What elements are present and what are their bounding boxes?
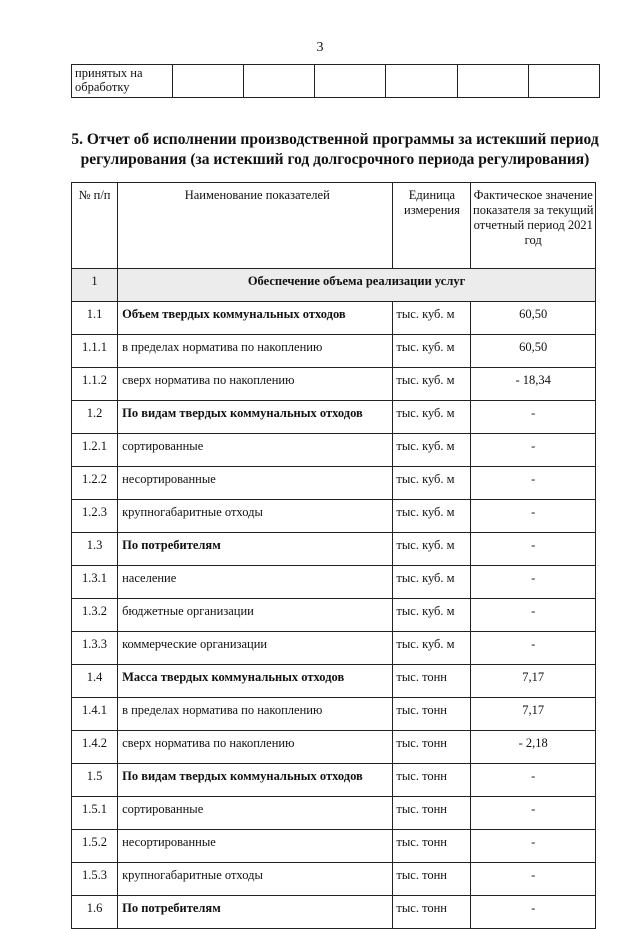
row-number: 1.1 <box>72 302 118 335</box>
row-indicator-name: население <box>118 566 393 599</box>
row-unit: тыс. тонн <box>393 731 471 764</box>
row-number: 1.1.1 <box>72 335 118 368</box>
row-number: 1.5.1 <box>72 797 118 830</box>
row-unit: тыс. тонн <box>393 698 471 731</box>
table-row <box>72 335 596 368</box>
row-unit: тыс. куб. м <box>393 500 471 533</box>
row-indicator-name: коммерческие организации <box>118 632 393 665</box>
table-row <box>72 65 600 98</box>
row-number: 1.1.2 <box>72 368 118 401</box>
row-value: - <box>471 797 596 830</box>
empty-cell <box>528 65 599 98</box>
table-row <box>72 500 596 533</box>
row-value: - <box>471 896 596 929</box>
empty-cell <box>457 65 528 98</box>
row-unit: тыс. куб. м <box>393 434 471 467</box>
row-unit: тыс. куб. м <box>393 566 471 599</box>
row-value: - <box>471 830 596 863</box>
table-row <box>72 467 596 500</box>
header-unit: Единица измерения <box>393 183 471 269</box>
table-row <box>72 830 596 863</box>
row-value: - <box>471 764 596 797</box>
row-value: - <box>471 533 596 566</box>
row-indicator-name: сортированные <box>118 797 393 830</box>
row-indicator-name: несортированные <box>118 830 393 863</box>
section-row <box>72 269 596 302</box>
row-number: 1.2.3 <box>72 500 118 533</box>
row-unit: тыс. тонн <box>393 863 471 896</box>
section-heading: 5. Отчет об исполнении производственной программы за истекший период регулирования (за истекший год долгосрочного периода регулирования) <box>71 131 599 168</box>
row-number: 1.4 <box>72 665 118 698</box>
page-number: 3 <box>316 40 324 55</box>
row-value: - <box>471 500 596 533</box>
row-value: - <box>471 632 596 665</box>
row-unit: тыс. тонн <box>393 830 471 863</box>
row-value: 60,50 <box>471 302 596 335</box>
row-value: - <box>471 599 596 632</box>
row-indicator-name: сверх норматива по накоплению <box>118 731 393 764</box>
row-number: 1.2 <box>72 401 118 434</box>
header-actual-value: Фактическое значение показателя за текущий отчетный период 2021 год <box>471 183 596 269</box>
empty-cell <box>173 65 244 98</box>
row-unit: тыс. куб. м <box>393 302 471 335</box>
section-title: Обеспечение объема реализации услуг <box>118 269 596 302</box>
row-value: - <box>471 566 596 599</box>
table-row <box>72 665 596 698</box>
row-indicator-name: сверх норматива по накоплению <box>118 368 393 401</box>
row-indicator-name: Объем твердых коммунальных отходов <box>118 302 393 335</box>
row-value: - 2,18 <box>471 731 596 764</box>
row-number: 1.4.1 <box>72 698 118 731</box>
row-indicator-name: По видам твердых коммунальных отходов <box>118 764 393 797</box>
row-unit: тыс. куб. м <box>393 368 471 401</box>
row-number: 1.3.2 <box>72 599 118 632</box>
row-number: 1.5 <box>72 764 118 797</box>
fragment-label: принятых на обработку <box>72 65 173 98</box>
table-row <box>72 731 596 764</box>
report-table <box>71 182 596 929</box>
row-indicator-name: сортированные <box>118 434 393 467</box>
row-indicator-name: крупногабаритные отходы <box>118 500 393 533</box>
row-number: 1.5.3 <box>72 863 118 896</box>
row-number: 1.3 <box>72 533 118 566</box>
row-unit: тыс. куб. м <box>393 533 471 566</box>
row-unit: тыс. тонн <box>393 896 471 929</box>
row-indicator-name: По видам твердых коммунальных отходов <box>118 401 393 434</box>
header-indicator-name: Наименование показателей <box>118 183 393 269</box>
row-unit: тыс. куб. м <box>393 401 471 434</box>
row-value: - <box>471 434 596 467</box>
table-row <box>72 401 596 434</box>
row-indicator-name: несортированные <box>118 467 393 500</box>
row-number: 1.2.1 <box>72 434 118 467</box>
row-indicator-name: По потребителям <box>118 533 393 566</box>
table-row <box>72 698 596 731</box>
row-indicator-name: в пределах норматива по накоплению <box>118 698 393 731</box>
row-number: 1.3.3 <box>72 632 118 665</box>
row-indicator-name: По потребителям <box>118 896 393 929</box>
table-row <box>72 896 596 929</box>
empty-cell <box>315 65 386 98</box>
header-number: № п/п <box>72 183 118 269</box>
table-row <box>72 863 596 896</box>
previous-table-fragment <box>71 64 600 98</box>
row-indicator-name: бюджетные организации <box>118 599 393 632</box>
row-unit: тыс. куб. м <box>393 599 471 632</box>
table-row <box>72 302 596 335</box>
row-number: 1.2.2 <box>72 467 118 500</box>
empty-cell <box>386 65 457 98</box>
table-header-row <box>72 183 596 269</box>
row-indicator-name: крупногабаритные отходы <box>118 863 393 896</box>
row-value: - <box>471 863 596 896</box>
row-indicator-name: Масса твердых коммунальных отходов <box>118 665 393 698</box>
table-row <box>72 434 596 467</box>
table-row <box>72 764 596 797</box>
table-row <box>72 566 596 599</box>
row-number: 1.4.2 <box>72 731 118 764</box>
row-number: 1.5.2 <box>72 830 118 863</box>
row-unit: тыс. тонн <box>393 665 471 698</box>
table-row <box>72 632 596 665</box>
row-unit: тыс. куб. м <box>393 335 471 368</box>
section-number: 1 <box>72 269 118 302</box>
table-row <box>72 797 596 830</box>
row-value: - <box>471 401 596 434</box>
row-value: 60,50 <box>471 335 596 368</box>
row-unit: тыс. тонн <box>393 764 471 797</box>
empty-cell <box>244 65 315 98</box>
row-value: - 18,34 <box>471 368 596 401</box>
row-number: 1.6 <box>72 896 118 929</box>
row-number: 1.3.1 <box>72 566 118 599</box>
row-unit: тыс. куб. м <box>393 467 471 500</box>
row-unit: тыс. куб. м <box>393 632 471 665</box>
row-value: 7,17 <box>471 698 596 731</box>
row-value: 7,17 <box>471 665 596 698</box>
table-row <box>72 599 596 632</box>
table-row <box>72 533 596 566</box>
row-unit: тыс. тонн <box>393 797 471 830</box>
row-value: - <box>471 467 596 500</box>
row-indicator-name: в пределах норматива по накоплению <box>118 335 393 368</box>
table-row <box>72 368 596 401</box>
